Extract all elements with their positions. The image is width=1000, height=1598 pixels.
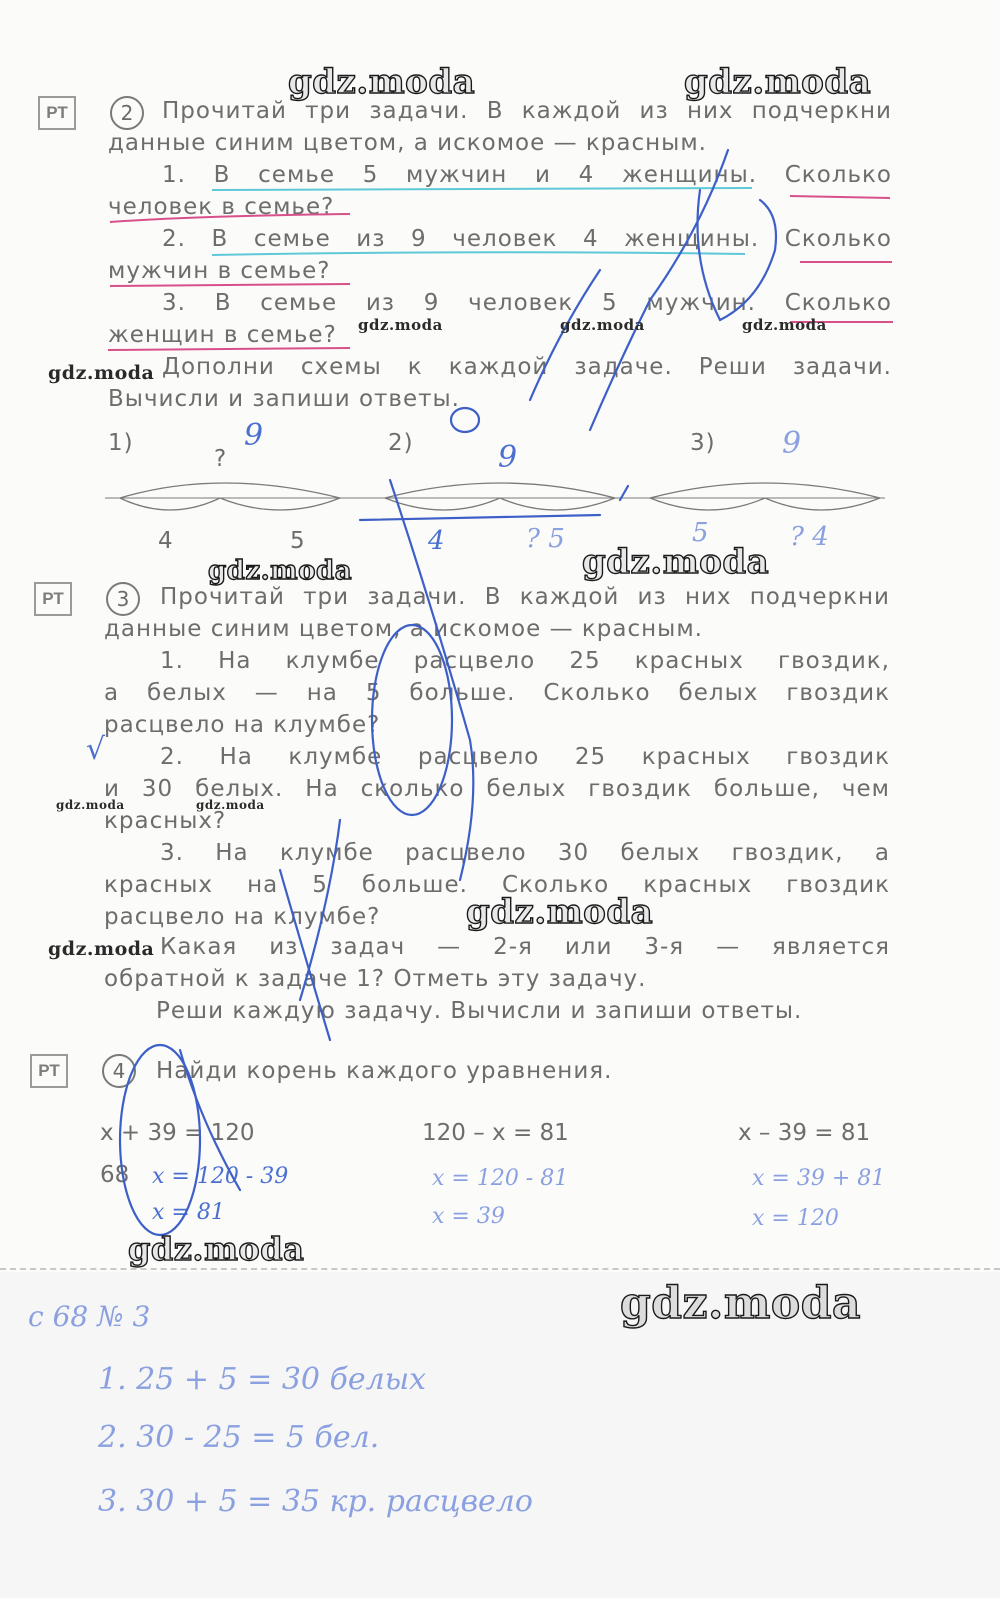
rt-badge: РТ	[30, 1054, 68, 1088]
task-text: Дополни схемы к каждой задаче. Реши задачи.	[162, 354, 892, 380]
handwritten-solution: 1. 25 + 5 = 30 белых	[98, 1362, 427, 1397]
equation-1: x + 39 = 120	[100, 1120, 255, 1146]
watermark: gdz.moda	[466, 892, 654, 932]
task-number: 2	[110, 96, 144, 130]
task-text: 3. В семье из 9 человек 5 мужчин. Сколько	[162, 290, 892, 316]
watermark: gdz.moda	[560, 316, 645, 334]
handwritten-answer: ? 5	[526, 524, 565, 554]
handwritten-header: с 68 № 3	[28, 1300, 151, 1333]
handwritten-answer: 4	[428, 526, 445, 556]
equation-3: x – 39 = 81	[738, 1120, 871, 1146]
rt-badge: РТ	[38, 96, 76, 130]
handwritten-solution: x = 39 + 81	[752, 1166, 886, 1191]
watermark: gdz.moda	[582, 542, 770, 582]
handwritten-solution: x = 120 - 81	[432, 1166, 569, 1191]
watermark: gdz.moda	[358, 316, 443, 334]
task-text: 3. На клумбе расцвело 30 белых гвоздик, а	[160, 840, 890, 866]
task-text: 1. На клумбе расцвело 25 красных гвоздик,	[160, 648, 890, 674]
task-text: Вычисли и запиши ответы.	[108, 386, 460, 412]
task-text: красных на 5 больше. Сколько красных гвоздик	[104, 872, 890, 898]
task-text: Прочитай три задачи. В каждой из них подчеркни	[162, 98, 892, 124]
watermark: gdz.moda	[684, 62, 872, 102]
handwritten-answer: 9	[244, 418, 264, 453]
task-text: 2. На клумбе расцвело 25 красных гвоздик	[160, 744, 890, 770]
scheme-question: ?	[214, 446, 228, 472]
handwritten-solution: x = 120	[752, 1206, 839, 1231]
watermark: gdz.moda	[48, 362, 155, 384]
handwritten-solution: x = 81	[152, 1200, 225, 1225]
task-text: расцвело на клумбе?	[104, 904, 381, 930]
scheme-label: 3)	[690, 430, 716, 456]
task-text: 1. В семье 5 мужчин и 4 женщины. Сколько	[162, 162, 892, 188]
task-number: 4	[102, 1054, 136, 1088]
task-text: данные синим цветом, а искомое — красным.	[104, 616, 703, 642]
task-number: 3	[106, 582, 140, 616]
watermark: gdz.moda	[208, 556, 353, 586]
watermark: gdz.moda	[742, 316, 827, 334]
watermark: gdz.moda	[56, 798, 125, 812]
task-text: женщин в семье?	[108, 322, 337, 348]
handwritten-solution: 3. 30 + 5 = 35 кр. расцвело	[98, 1484, 533, 1519]
watermark: gdz.moda	[288, 62, 476, 102]
handwritten-answer: 9	[498, 440, 518, 475]
scheme-value: 4	[158, 528, 174, 554]
scheme-label: 2)	[388, 430, 414, 456]
sheet-edge	[0, 1268, 1000, 1270]
task-text: красных?	[104, 808, 227, 834]
rt-badge: РТ	[34, 582, 72, 616]
task-text: Реши каждую задачу. Вычисли и запиши ответы.	[156, 998, 803, 1024]
handwritten-solution: x = 39	[432, 1204, 505, 1229]
handwritten-answer: 9	[782, 426, 802, 461]
handwritten-answer: ? 4	[790, 522, 829, 552]
task-text: мужчин в семье?	[108, 258, 331, 284]
task-text: обратной к задаче 1? Отметь эту задачу.	[104, 966, 647, 992]
scheme-value: 5	[290, 528, 306, 554]
scheme-label: 1)	[108, 430, 134, 456]
handwritten-solution: x = 120 - 39	[152, 1164, 289, 1189]
task-text: и 30 белых. На сколько белых гвоздик больше, чем	[104, 776, 890, 802]
task-text: 2. В семье из 9 человек 4 женщины. Сколько	[162, 226, 892, 252]
task-title: Найди корень каждого уравнения.	[156, 1058, 613, 1084]
task-text: а белых — на 5 больше. Сколько белых гвоздик	[104, 680, 890, 706]
handwritten-answer: 5	[692, 518, 709, 548]
equation-2: 120 – x = 81	[422, 1120, 569, 1146]
handwritten-solution: 2. 30 - 25 = 5 бел.	[98, 1420, 380, 1455]
watermark: gdz.moda	[128, 1230, 305, 1268]
watermark: gdz.moda	[196, 798, 265, 812]
task-text: расцвело на клумбе?	[104, 712, 381, 738]
check-mark: √	[86, 732, 106, 767]
watermark: gdz.moda	[620, 1278, 862, 1329]
task-text: Какая из задач — 2-я или 3-я — является	[160, 934, 890, 960]
task-text: Прочитай три задачи. В каждой из них подчеркни	[160, 584, 890, 610]
answer-68: 68	[100, 1162, 130, 1188]
watermark: gdz.moda	[48, 938, 155, 960]
task-text: человек в семье?	[108, 194, 335, 220]
task-text: данные синим цветом, а искомое — красным.	[108, 130, 707, 156]
